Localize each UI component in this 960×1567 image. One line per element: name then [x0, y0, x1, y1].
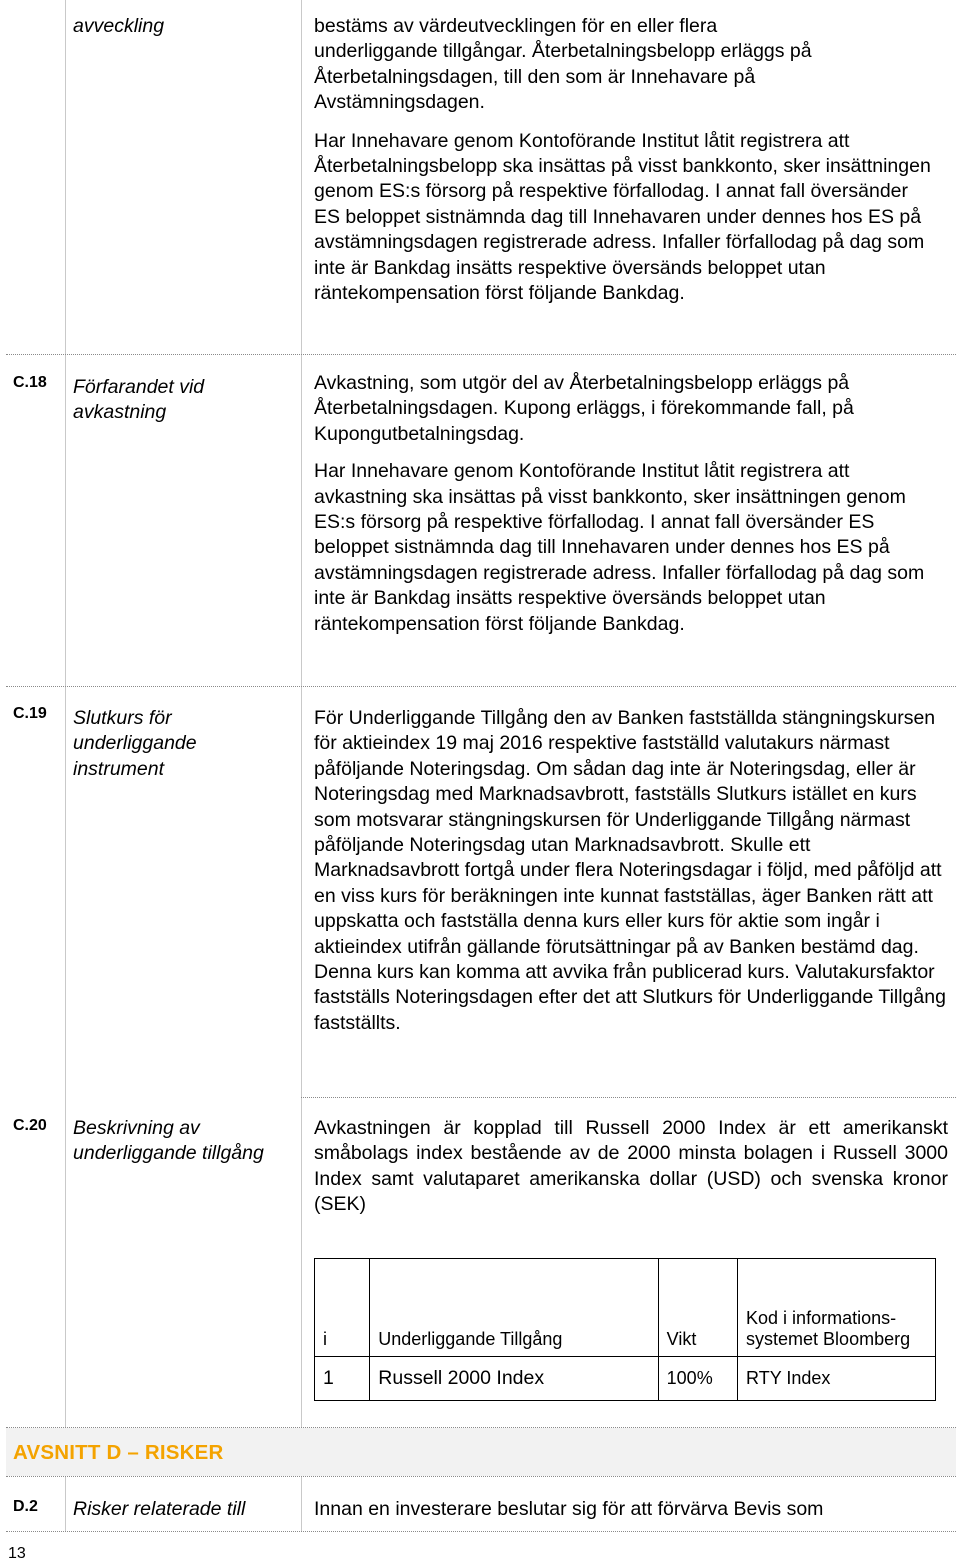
row-text-c19 [314, 706, 946, 1036]
table-cell: 1 [315, 1357, 370, 1401]
column-divider-right-d [301, 1476, 302, 1532]
paragraph: Har Innehavare genom Kontoförande Institut låtit registrera att Återbetalningsbelopp ska insättas på visst bankkonto, sker insättningen genom ES:s försorg på respektive förfallodag. I annat fall översänder ES beloppet sistnämnda dag till Innehavaren under dennes hos ES på avstämningsdagen registrerade adress. Infaller förfallodag på dag som inte är Bankdag insätts respektive översänds beloppet utan räntekompensation först följande Bankdag. [314, 129, 931, 305]
paragraph: bestäms av värdeutvecklingen för en eller flera underliggande tillgångar. Återbetalningsbelopp erläggs på Återbetalningsdagen, till den som är Innehavare på Avstämningsdagen. [314, 15, 812, 114]
row-text-avveckling [314, 14, 954, 306]
row-separator [6, 354, 956, 355]
row-text-c18 [314, 371, 939, 637]
section-title: AVSNITT D – RISKER [13, 1441, 224, 1464]
column-divider-right [301, 0, 302, 1428]
table-header-cell: i [315, 1259, 370, 1357]
row-code-c18: C.18 [13, 374, 47, 391]
paragraph: Har Innehavare genom Kontoförande Institut låtit registrera att avkastning ska insättas på visst bankkonto, sker insättningen genom ES:s försorg på respektive förfallodag. I annat fall översänder ES beloppet sistnämnda dag till Innehavaren under dennes hos ES på avstämningsdagen registrerade adress. Infaller förfallodag på dag som inte är Bankdag insätts respektive översänds beloppet utan räntekompensation först följande Bankdag. [314, 460, 925, 635]
column-divider-left [65, 0, 66, 1428]
table-header-row [315, 1259, 936, 1357]
row-text-d2: Innan en investerare beslutar sig för att förvärva Bevis som [314, 1498, 824, 1520]
row-separator [6, 1531, 956, 1532]
page-number: 13 [8, 1545, 26, 1562]
paragraph: Avkastningen är kopplad till Russell 2000 Index är ett amerikanskt småbolags index bestående av de 2000 minsta bolagen i Russell 3000 Index samt valutaparet amerikanska dollar (USD) och svenska kronor (SEK) [314, 1117, 948, 1216]
table-cell: Russell 2000 Index [370, 1357, 658, 1401]
row-code-c19: C.19 [13, 705, 47, 722]
table-header-cell: Vikt [658, 1259, 737, 1357]
row-heading-avveckling: avveckling [73, 15, 165, 37]
row-code-d2: D.2 [13, 1498, 38, 1515]
row-separator-inner [301, 1097, 956, 1098]
section-bottom-border [6, 1476, 956, 1477]
row-text-c20 [314, 1116, 948, 1218]
paragraph: För Underliggande Tillgång den av Banken fastställda stängningskursen för aktieindex 19 maj 2016 respektive fastställd valutakurs närmast påföljande Noteringsdag. Om sådan dag inte är Noteringsdag, eller är Noteringsdag med Marknadsavbrott, fastställs Slutkurs istället en kurs som motsvarar stängningskursen för Underliggande Tillgång närmast påföljande Noteringsdag utan Marknadsavbrott. Skulle ett Marknadsavbrott fortgå under flera Noteringsdagar i följd, med påföljd att en viss kurs för beräkningen inte kunnat fastställas, äger Banken rätt att uppskatta och fastställa denna kurs eller kurs för aktie som ingår i aktieindex utifrån gällande förutsättningar på av Banken bestämd dag. Denna kurs kan komma att avvika från publicerad kurs. Valutakursfaktor fastställs Noteringsdagen efter det att Slutkurs för Underliggande Tillgång fastställts. [314, 707, 946, 1034]
table-header-cell: Underliggande Tillgång [370, 1259, 658, 1357]
paragraph: Avkastning, som utgör del av Återbetalningsbelopp erläggs på Återbetalningsdagen. Kupong erläggs, i förekommande fall, på Kupongutbetalningsdag. [314, 372, 854, 445]
row-heading-c20: Beskrivning av underliggande tillgång [73, 1117, 264, 1165]
table-row [315, 1357, 936, 1401]
column-divider-left-d [65, 1476, 66, 1532]
row-code-c20: C.20 [13, 1117, 47, 1134]
row-separator [6, 686, 956, 687]
row-heading-c18: Förfarandet vid avkastning [73, 376, 205, 424]
table-header-cell: Kod i informations-systemet Bloomberg [738, 1259, 936, 1357]
underlying-asset-table [314, 1258, 936, 1401]
row-heading-d2: Risker relaterade till [73, 1498, 246, 1520]
row-heading-c19: Slutkurs för underliggande instrument [73, 707, 197, 780]
table-cell: RTY Index [738, 1357, 936, 1401]
table-cell: 100% [658, 1357, 737, 1401]
